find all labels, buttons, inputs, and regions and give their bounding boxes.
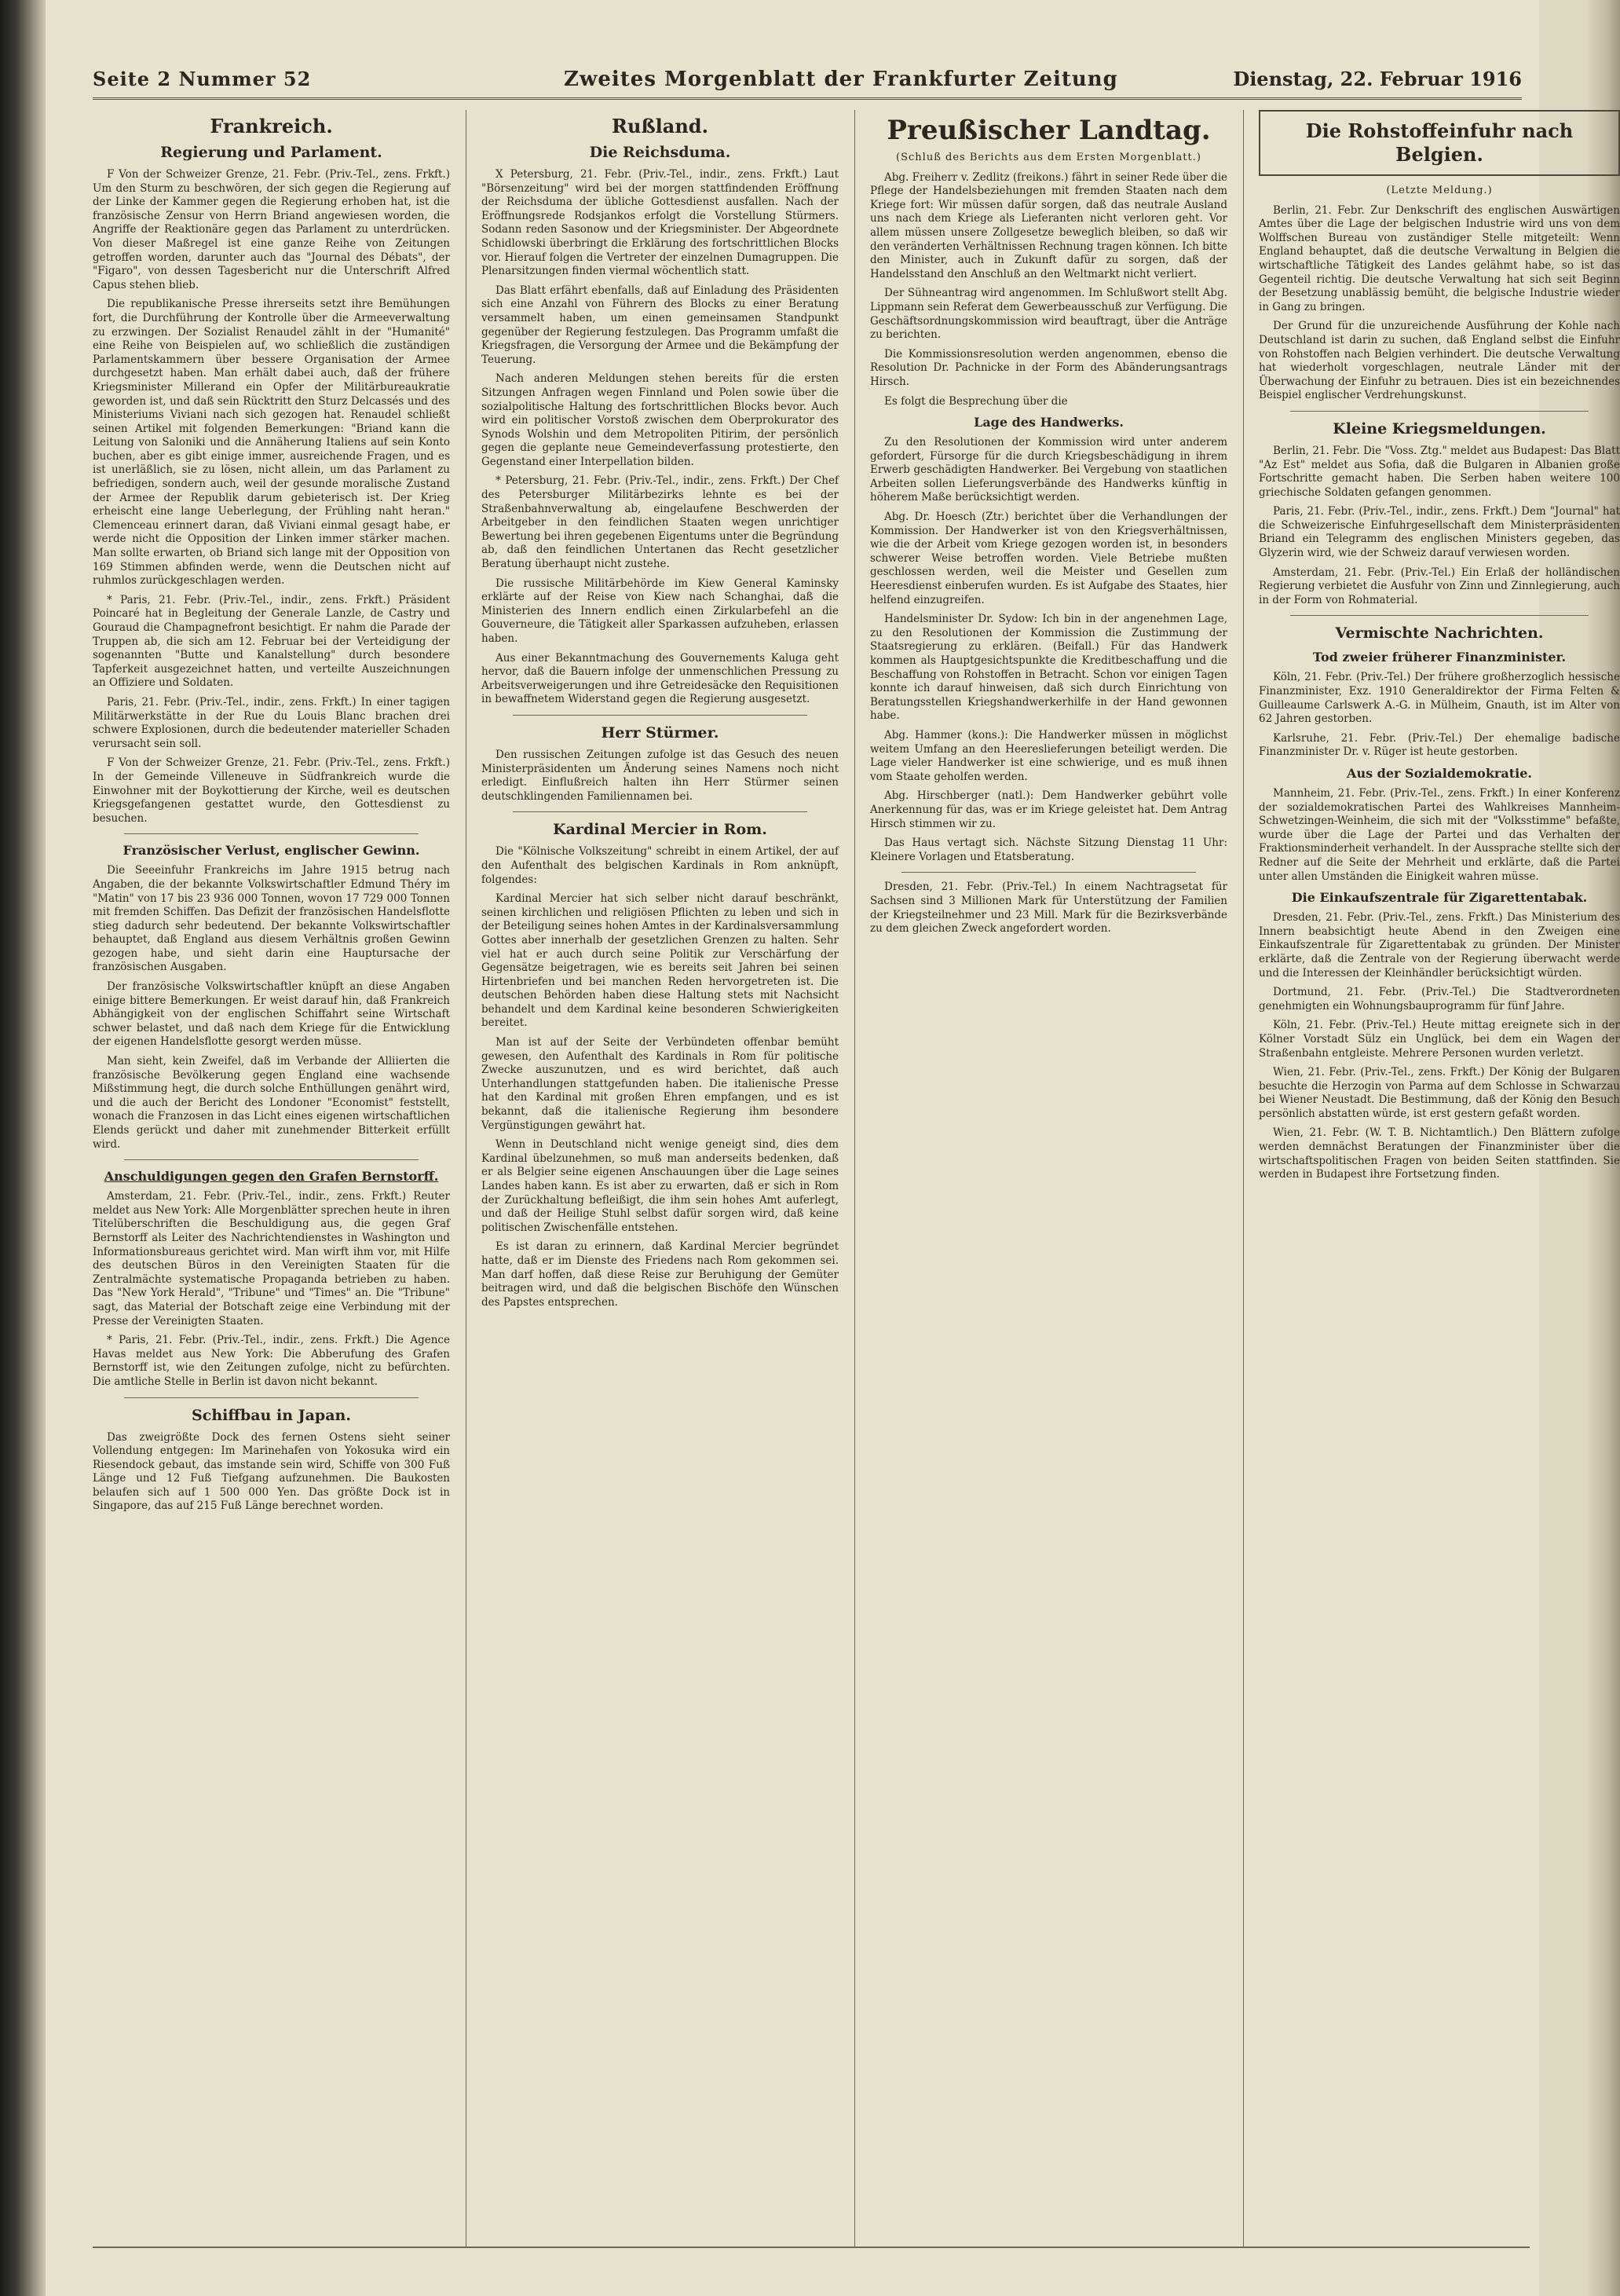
article-paragraph: Mannheim, 21. Febr. (Priv.-Tel., zens. Frkft.) In einer Konferenz der sozialdemokratischen Partei des Wahlkreises Mannheim-Schwetzingen-Weinheim, die sich mit der "Volksstimme" befaßte, wurde über die Lage der Partei und das Verhalten der Fraktionsminderheit verhandelt. In der Aussprache stellte sich der Redner auf die Seite der Mehrheit und erklärte, daß die Partei unter allen Umständen die Einigkeit wahren müsse. — [1259, 787, 1620, 883]
article-paragraph: Handelsminister Dr. Sydow: Ich bin in der angenehmen Lage, zu den Resolutionen der Kommission die Zustimmung der Staatsregierung zu erklären. (Beifall.) Für das Handwerk kommen als Hauptgesichtspunkte die Kreditbeschaffung und die Beschaffung von Rohstoffen in Betracht. Schon vor einigen Tagen konnte ich darauf hinweisen, daß sich durch Einrichtung von Beratungsstellen Kriegshandwerkerhilfe in der Hand gewonnen habe. — [870, 613, 1227, 723]
article-paragraph: Der Sühneantrag wird angenommen. Im Schlußwort stellt Abg. Lippmann sein Referat dem Gewerbeausschuß zur Verfügung. Die Geschäftsordnungskommission wird beauftragt, über die Anträge zu berichten. — [870, 287, 1227, 342]
boxed-headline — [1259, 110, 1620, 176]
article-paragraph: Dresden, 21. Febr. (Priv.-Tel., zens. Frkft.) Das Ministerium des Innern beabsichtigt heute Abend in den Zweigen eine Einkaufszentrale für Zigarettentabak zu gründen. Der Minister erklärte, daß die Zentrale von der Regierung überwacht werde und die Interessen der Kleinhändler berücksichtigt würden. — [1259, 911, 1620, 980]
article-divider — [513, 811, 807, 812]
header-masthead: Zweites Morgenblatt der Frankfurter Zeitung — [564, 68, 1118, 91]
book-binding — [0, 0, 46, 2296]
article-title: Anschuldigungen gegen den Grafen Bernstorff. — [104, 1169, 439, 1185]
article-paragraph: Abg. Freiherr v. Zedlitz (freikons.) fährt in seiner Rede über die Pflege der Handelsbeziehungen mit fremden Staaten nach dem Kriege fort: Wir müssen dafür sorgen, daß das neutrale Ausland uns nach dem Kriege als Lieferanten nicht verloren geht. Vor allem müssen unsere Zollgesetze beweglich bleiben, so daß wir den veränderten Verhältnissen Rechnung tragen können. Ich bitte den Minister, auch in Zukunft dafür zu sorgen, daß der Handelsstand den Anschluß an den Weltmarkt nicht verliert. — [870, 170, 1227, 280]
article-paragraph: Wenn in Deutschland nicht wenige geneigt sind, dies dem Kardinal übelzunehmen, so muß man anderseits bedenken, daß er als Belgier seine eigenen Anschauungen über die Lage seines Landes haben kann. Es ist aber zu erwarten, daß er sich in Rom der Zurückhaltung befleißigt, die ihm sein hohes Amt auferlegt, und daß der Heilige Stuhl selbst dafür sorgen wird, daß keine politischen Zwischenfälle entstehen. — [481, 1138, 839, 1234]
column-2 — [481, 110, 839, 2247]
article-paragraph: * Paris, 21. Febr. (Priv.-Tel., indir., zens. Frkft.) Präsident Poincaré hat in Begleitung der Generale Lanzle, de Castry und Gouraud die Champagnefront besichtigt. Er nahm die Parade der Truppen ab, die sich am 12. Februar bei der Verteidigung der sogenannten "Butte und Kanalstellung" durch besondere Tapferkeit ausgezeichnet hatten, und verteilte Auszeichnungen an Offiziere und Soldaten. — [93, 593, 450, 690]
article-paragraph: Paris, 21. Febr. (Priv.-Tel., indir., zens. Frkft.) Dem "Journal" hat die Schweizerische Einfuhrgesellschaft dem Ministerpräsidenten Briand ein Telegramm des englischen Ministers gegeben, das Glyzerin wird, wie der Schweiz darauf verwiesen worden. — [1259, 505, 1620, 560]
article-paragraph: Es ist daran zu erinnern, daß Kardinal Mercier begründet hatte, daß er im Dienste des Friedens nach Rom gekommen sei. Man darf hoffen, daß diese Reise zur Beruhigung der Gemüter beitragen wird, und daß die belgischen Bischöfe den Wünschen des Papstes entsprechen. — [481, 1240, 839, 1309]
header-page-number: Seite 2 Nummer 52 — [93, 68, 312, 90]
article-paragraph: Abg. Hammer (kons.): Die Handwerker müssen in möglichst weitem Umfang an den Heereslieferungen beteiligt werden. Die Lage vieler Handwerker ist eine schwierige, und es muß ihnen vom Staate geholfen werden. — [870, 728, 1227, 783]
article-title: Regierung und Parlament. — [160, 144, 382, 161]
article-paragraph: Zu den Resolutionen der Kommission wird unter anderem gefordert, Fürsorge für die durch Kriegsbeschädigung in ihrem Erwerb geschädigten Handwerker. Bei Vergebung von staatlichen Arbeiten sollen Lieferungsverbände des Handwerks künftig in höherem Maße berücksichtigt werden. — [870, 436, 1227, 504]
article-paragraph: Die russische Militärbehörde im Kiew General Kaminsky erklärte auf der Reise von Kiew nach Schanghai, daß die Ministerien des Innern endlich einen Zirkularbefehl an die Gouverneure, die Tätigkeit aller Sparkassen aufzuheben, erlassen haben. — [481, 577, 839, 645]
column-4 — [1259, 110, 1620, 2247]
article-paragraph: Die republikanische Presse ihrerseits setzt ihre Bemühungen fort, die Durchführung der Kontrolle über die Armeeverwaltung zu erzwingen. Der Sozialist Renaudel zählt in der "Humanité" eine Reihe von Beispielen auf, wo schließlich die zuständigen Parlamentskammern über bessere Organisation der Armee durchgesetzt haben. Man erhält dabei auch, daß der frühere Kriegsminister Millerand ein Opfer der Militärbureaukratie geworden ist, und daß sein Rücktritt den Sturz Delcassés und des Ministeriums Viviani nach sich gezogen hat. Renaudel schließt seinen Artikel mit folgenden Bemerkungen: "Briand kann die Leitung von Saloniki und die Annäherung Italiens auf sein Konto buchen, aber es gibt einige immer, ausreichende Fragen, und es ist unerläßlich, sie zu lösen, nicht allein, um das Parlament zu befriedigen, sondern auch, weil der gesunde moralische Zustand der Armee der Republik darum gebieterisch ist. Der Krieg erheischt eine lange Ueberlegung, der Frühling naht heran." Clemenceau erinnert daran, daß Viviani einmal gesagt habe, er werde nicht die Opposition der Linken immer stärker machen. Man sollte erwarten, ob Briand sich lange mit der Opposition von 169 Stimmen abfinden werde, wenn die Deutschen nicht auf ruhmlos zurückgeschlagen werden. — [93, 298, 450, 588]
article-paragraph: Berlin, 21. Febr. Die "Voss. Ztg." meldet aus Budapest: Das Blatt "Az Est" meldet aus Sofia, daß die Bulgaren in Albanien große Fortschritte gemacht haben. Die Serben haben weitere 100 griechische Soldaten gefangen genommen. — [1259, 444, 1620, 499]
column-3 — [870, 110, 1227, 2247]
article-title: Die Reichsduma. — [589, 144, 731, 161]
article-divider — [513, 715, 807, 716]
article-paragraph: Wien, 21. Febr. (W. T. B. Nichtamtlich.) Den Blättern zufolge werden demnächst Beratungen der Finanzminister über die wirtschaftspolitischen Fragen von beiden Seiten stattfinden. Sie werden in Budapest ihre Fortsetzung finden. — [1259, 1126, 1620, 1181]
article-paragraph: * Petersburg, 21. Febr. (Priv.-Tel., indir., zens. Frkft.) Der Chef des Petersburger Militärbezirks lehnte es bei der Straßenbahnverwaltung ab, eingelaufene Beschwerden der Arbeitgeber in den feindlichen Staaten wegen unrichtiger Bewertung bei ihren gegebenen Eigentums unter die Begründung ab, daß den feindlichen Untertanen das Recht gesetzlicher Beratung überhaupt nicht zustehe. — [481, 474, 839, 571]
article-divider — [124, 833, 419, 834]
article-title: Vermischte Nachrichten. — [1335, 624, 1544, 643]
article-paragraph: Man ist auf der Seite der Verbündeten offenbar bemüht gewesen, den Aufenthalt des Kardinals in Rom für politische Zwecke auszunutzen, und es wird berichtet, daß auch Unterhandlungen stattgefunden haben. Die italienische Presse hat den Kardinal mit großen Ehren empfangen, und es ist bekannt, daß die italienische Regierung ihm besondere Vergünstigungen gewährt hat. — [481, 1036, 839, 1132]
article-paragraph: Karlsruhe, 21. Febr. (Priv.-Tel.) Der ehemalige badische Finanzminister Dr. v. Rüger ist heute gestorben. — [1259, 731, 1620, 759]
article-title: Kardinal Mercier in Rom. — [553, 821, 767, 839]
article-divider — [901, 872, 1196, 873]
article-paragraph: Berlin, 21. Febr. Zur Denkschrift des englischen Auswärtigen Amtes über die Lage der belgischen Industrie wird uns von dem Wolffschen Bureau von zuständiger Stelle mitgeteilt: Wenn England behauptet, daß die deutsche Verwaltung in Belgien die wirtschaftliche Tätigkeit des Landes gelähmt habe, so ist das Gegenteil richtig. Die deutsche Verwaltung hat sich seit Beginn der Besetzung unablässig bemüht, die belgische Industrie wieder in Gang zu bringen. — [1259, 203, 1620, 313]
article-paragraph: Dresden, 21. Febr. (Priv.-Tel.) In einem Nachtragsetat für Sachsen sind 3 Millionen Mark für Unterstützung der Familien der Kriegsteilnehmer und 23 Mill. Mark für die Bezirksverbände zu dem gleichen Zweck angefordert worden. — [870, 881, 1227, 936]
column-divider — [1243, 110, 1244, 2247]
article-title: Kleine Kriegsmeldungen. — [1333, 419, 1546, 438]
article-divider — [124, 1397, 419, 1398]
article-paragraph: Das Blatt erfährt ebenfalls, daß auf Einladung des Präsidenten sich eine Anzahl von Führern des Blocks zu einer Beratung versammelt haben, um einen gemeinsamen Standpunkt gegenüber der Regierung festzulegen. Das Programm umfaßt die Kriegsfragen, die Versorgung der Armee und die Bekämpfung der Teuerung. — [481, 284, 839, 366]
article-paragraph: Den russischen Zeitungen zufolge ist das Gesuch des neuen Ministerpräsidenten um Änderung seines Namens noch nicht erledigt. Einflußreich halten ihn Herr Stürmer seinen deutschklingenden Familiennamen bei. — [481, 748, 839, 803]
article-title: Französischer Verlust, englischer Gewinn. — [123, 843, 420, 859]
article-divider — [124, 1159, 419, 1160]
section-title: Preußischer Landtag. — [887, 115, 1211, 146]
article-paragraph: F Von der Schweizer Grenze, 21. Febr. (Priv.-Tel., zens. Frkft.) Um den Sturm zu beschwören, der sich gegen die Regierung auf der Linke der Kammer gegen die Regierung erhoben hat, ist die französische Zensur von Herrn Briand angewiesen worden, die Angriffe der Reaktionäre gegen das Parlament zu unterdrücken. Von dieser Maßregel ist eine ganze Reihe von Zeitungen getroffen worden, darunter auch das "Journal des Débats", der "Figaro", von dessen Tagesbericht nur die Unterschrift Alfred Capus stehen blieb. — [93, 168, 450, 291]
article-paragraph: Die "Kölnische Volkszeitung" schreibt in einem Artikel, der auf den Aufenthalt des belgischen Kardinals in Rom anknüpft, folgendes: — [481, 845, 839, 886]
article-paragraph: Amsterdam, 21. Febr. (Priv.-Tel.) Ein Erlaß der holländischen Regierung verbietet die Ausfuhr von Zinn und Zinnlegierung, auch in der Form von Rohmaterial. — [1259, 566, 1620, 606]
article-title: Lage des Handwerks. — [974, 415, 1124, 430]
article-paragraph: X Petersburg, 21. Febr. (Priv.-Tel., indir., zens. Frkft.) Laut "Börsenzeitung" wird bei der morgen stattfindenden Eröffnung der Reichsduma der übliche Gottesdienst ausfallen. Nach der Eröffnungsrede Rodsjankos erfolgt die Vorstellung Stürmers. Sodann reden Sasonow und der Kriegsminister. Der Abgeordnete Schidlowski überbringt die Erklärung des fortschrittlichen Blocks vor. Hierauf folgen die Vertreter der einzelnen Dumagruppen. Die Plenarsitzungen finden viermal wöchentlich statt. — [481, 168, 839, 278]
article-paragraph: Man sieht, kein Zweifel, daß im Verbande der Alliierten die französische Bevölkerung gegen England eine wachsende Mißstimmung hegt, die durch solche Enthüllungen genährt wird, und die auch der Bericht des Londoner "Economist" feststellt, wonach die Franzosen in das Licht eines eigenen wirtschaftlichen Elends gerückt und daher mit zunehmender Bitterkeit erfüllt wird. — [93, 1055, 450, 1151]
section-title: Die Rohstoffeinfuhr nach Belgien. — [1305, 119, 1574, 166]
article-title: Schiffbau in Japan. — [192, 1406, 351, 1424]
article-title: Herr Stürmer. — [601, 723, 719, 742]
article-subtitle: Tod zweier früherer Finanzminister. — [1312, 650, 1567, 665]
column-1 — [93, 110, 450, 2247]
article-subtitle: (Letzte Meldung.) — [1386, 185, 1493, 196]
article-paragraph: Die Seeeinfuhr Frankreichs im Jahre 1915 betrug nach Angaben, die der bekannte Volkswirtschaftler Edmund Théry im "Matin" von 17 bis 23 936 000 Tonnen, wovon 17 729 000 Tonnen mit fremden Schiffen. Das Defizit der französischen Handelsflotte stieg dadurch sehr bedeutend. Der bekannte Volkswirtschaftler behauptet, daß England aus diesem Verhältnis großen Gewinn gezogen habe, und sieht darin eine Hauptursache der französischen Ausgaben. — [93, 864, 450, 974]
article-title: Aus der Sozialdemokratie. — [1347, 766, 1532, 781]
article-paragraph: Es folgt die Besprechung über die — [884, 394, 1068, 408]
article-paragraph: Aus einer Bekanntmachung des Gouvernements Kaluga geht hervor, daß die Bauern infolge der unmenschlichen Pressung zu Arbeitsverweigerungen und ihre Getreidesäcke den Requisitionen in bewaffnetem Widerstand gegen die Regierung ausgesetzt. — [481, 651, 839, 706]
article-paragraph: Abg. Hirschberger (natl.): Dem Handwerker gebührt volle Anerkennung für das, was er im Kriege geleistet hat. Dem Antrag Hirsch stimmen wir zu. — [870, 789, 1227, 830]
article-paragraph: Abg. Dr. Hoesch (Ztr.) berichtet über die Verhandlungen der Kommission. Der Handwerker ist von den Kriegsverhältnissen, wie die der Arbeit vom Kriege gezogen worden ist, in besonders schwerer Weise betroffen worden. Viele Betriebe mußten geschlossen werden, weil die Meister und Gesellen zum Heeresdienst einberufen wurden. Es ist Aufgabe des Staates, hier helfend einzugreifen. — [870, 511, 1227, 606]
header-date: Dienstag, 22. Februar 1916 — [1233, 68, 1522, 90]
article-paragraph: Dortmund, 21. Febr. (Priv.-Tel.) Die Stadtverordneten genehmigten ein Wohnungsbauprogramm für fünf Jahre. — [1259, 986, 1620, 1013]
article-paragraph: Köln, 21. Febr. (Priv.-Tel.) Heute mittag ereignete sich in der Kölner Vorstadt Sülz ein Unglück, bei dem ein Wagen der Straßenbahn entgleiste. Mehrere Personen wurden verletzt. — [1259, 1019, 1620, 1060]
article-paragraph: Köln, 21. Febr. (Priv.-Tel.) Der frühere großherzoglich hessische Finanzminister, Exz. 1910 Generaldirektor der Firma Felten & Guilleaume Carlswerk A.-G. in Mülheim, Gnauth, ist im Alter von 62 Jahren gestorben. — [1259, 671, 1620, 726]
article-paragraph: Die Kommissionsresolution werden angenommen, ebenso die Resolution Dr. Pachnicke in der Form des Abänderungsantrags Hirsch. — [870, 347, 1227, 388]
article-paragraph: Kardinal Mercier hat sich selber nicht darauf beschränkt, seinen kirchlichen und religiösen Pflichten zu leben und sich in der Beteiligung seines hohen Amtes in der Kardinalsversammlung Gottes aber innerhalb der gesetzlichen Grenzen zu halten. Sehr viel hat er auch durch seine Politik zur Verschärfung der Gegensätze beigetragen, wie es bereits seit Jahren bei seinen Hirtenbriefen und bei manchen Reden hervorgetreten ist. Die deutschen Behörden haben diese Haltung stets mit Nachsicht behandelt und dem Kardinal keine besonderen Schwierigkeiten bereitet. — [481, 892, 839, 1030]
page-header — [93, 63, 1522, 100]
article-paragraph: * Paris, 21. Febr. (Priv.-Tel., indir., zens. Frkft.) Die Agence Havas meldet aus New York: Die Abberufung des Grafen Bernstorff ist, wie den Zeitungen zufolge, nicht zu befürchten. Die amtliche Stelle in Berlin ist davon nicht bekannt. — [93, 1334, 450, 1388]
article-divider — [1290, 615, 1589, 616]
article-paragraph: Paris, 21. Febr. (Priv.-Tel., indir., zens. Frkft.) In einer tagigen Militärwerkstätte in der Rue du Louis Blanc brachen drei schwere Explosionen, durch die bedeutender materieller Schaden verursacht sein soll. — [93, 695, 450, 750]
bottom-rule — [93, 2247, 1530, 2248]
newspaper-page — [46, 0, 1620, 2296]
article-subtitle: (Schluß des Berichts aus dem Ersten Morgenblatt.) — [896, 152, 1201, 163]
article-title: Die Einkaufszentrale für Zigarettentabak. — [1291, 890, 1588, 906]
section-title: Frankreich. — [210, 115, 333, 137]
article-paragraph: Das zweigrößte Dock des fernen Ostens sieht seiner Vollendung entgegen: Im Marinehafen von Yokosuka wird ein Riesendock gebaut, das imstande sein wird, Schiffe von 300 Fuß Länge und 12 Fuß Tiefgang aufzunehmen. Die Baukosten belaufen sich auf 1 500 000 Yen. Das größte Dock ist in Singapore, das auf 215 Fuß Länge berechnet worden. — [93, 1430, 450, 1513]
article-paragraph: Wien, 21. Febr. (Priv.-Tel., zens. Frkft.) Der König der Bulgaren besuchte die Herzogin von Parma auf dem Schlosse in Schwarzau bei Wiener Neustadt. Die Bestimmung, daß der König den Besuch persönlich abstatten würde, ist erst gestern gefaßt worden. — [1259, 1066, 1620, 1120]
article-paragraph: Das Haus vertagt sich. Nächste Sitzung Dienstag 11 Uhr: Kleinere Vorlagen und Etatsberatung. — [870, 837, 1227, 863]
column-divider — [854, 110, 855, 2247]
article-paragraph: F Von der Schweizer Grenze, 21. Febr. (Priv.-Tel., zens. Frkft.) In der Gemeinde Villeneuve in Südfrankreich wurde die Einwohner mit der Boykottierung der Kirche, weil es deutschen Kriegsgefangenen gestattet wurde, den Gottesdienst zu besuchen. — [93, 756, 450, 825]
article-divider — [1290, 411, 1589, 412]
article-paragraph: Amsterdam, 21. Febr. (Priv.-Tel., indir., zens. Frkft.) Reuter meldet aus New York: Alle Morgenblätter sprechen heute in ihren Titelüberschriften die Beschuldigung aus, die gegen Graf Bernstorff als Leiter des Nachrichtendienstes in Washington und Informationsbureaus gerichtet wird. Man wirft ihm vor, mit Hilfe des deutschen Büros in den Vereinigten Staaten für die Zentralmächte systematische Propaganda betrieben zu haben. Das "New York Herald", "Tribune" und "Times" an. Die "Tribune" sagt, das Material der Botschaft zeige eine Verbindung mit der Presse der Vereinigten Staaten. — [93, 1190, 450, 1327]
section-title: Rußland. — [612, 115, 708, 137]
article-paragraph: Der Grund für die unzureichende Ausführung der Kohle nach Deutschland ist darin zu suchen, daß England selbst die Einfuhr von Rohstoffen nach Belgien verhindert. Die deutsche Verwaltung hat wiederholt vorgeschlagen, neutrale Länder mit der Überwachung der Einfuhr zu betrauen. Dies ist ein bezeichnendes Beispiel englischer Verdrehungskunst. — [1259, 320, 1620, 402]
article-paragraph: Der französische Volkswirtschaftler knüpft an diese Angaben einige bittere Bemerkungen. Er weist darauf hin, daß Frankreich Abhängigkeit von der englischen Schiffahrt seine Wirtschaft schwer belastet, und daß nach dem Kriege für die Entwicklung der eigenen Handelsflotte gesorgt werden müsse. — [93, 980, 450, 1049]
article-paragraph: Nach anderen Meldungen stehen bereits für die ersten Sitzungen Anfragen wegen Finnland und Polen sowie über die sozialpolitische Haltung des fortschrittlichen Blocks bevor. Auch wird ein politischer Vorstoß zwischen dem Oberprokurator des Synods Wolshin und dem Metropoliten Pitirim, der persönlich gegen die geplante neue Gemeindeverfassung protestierte, den Gegenstand einer Interpellation bilden. — [481, 372, 839, 468]
